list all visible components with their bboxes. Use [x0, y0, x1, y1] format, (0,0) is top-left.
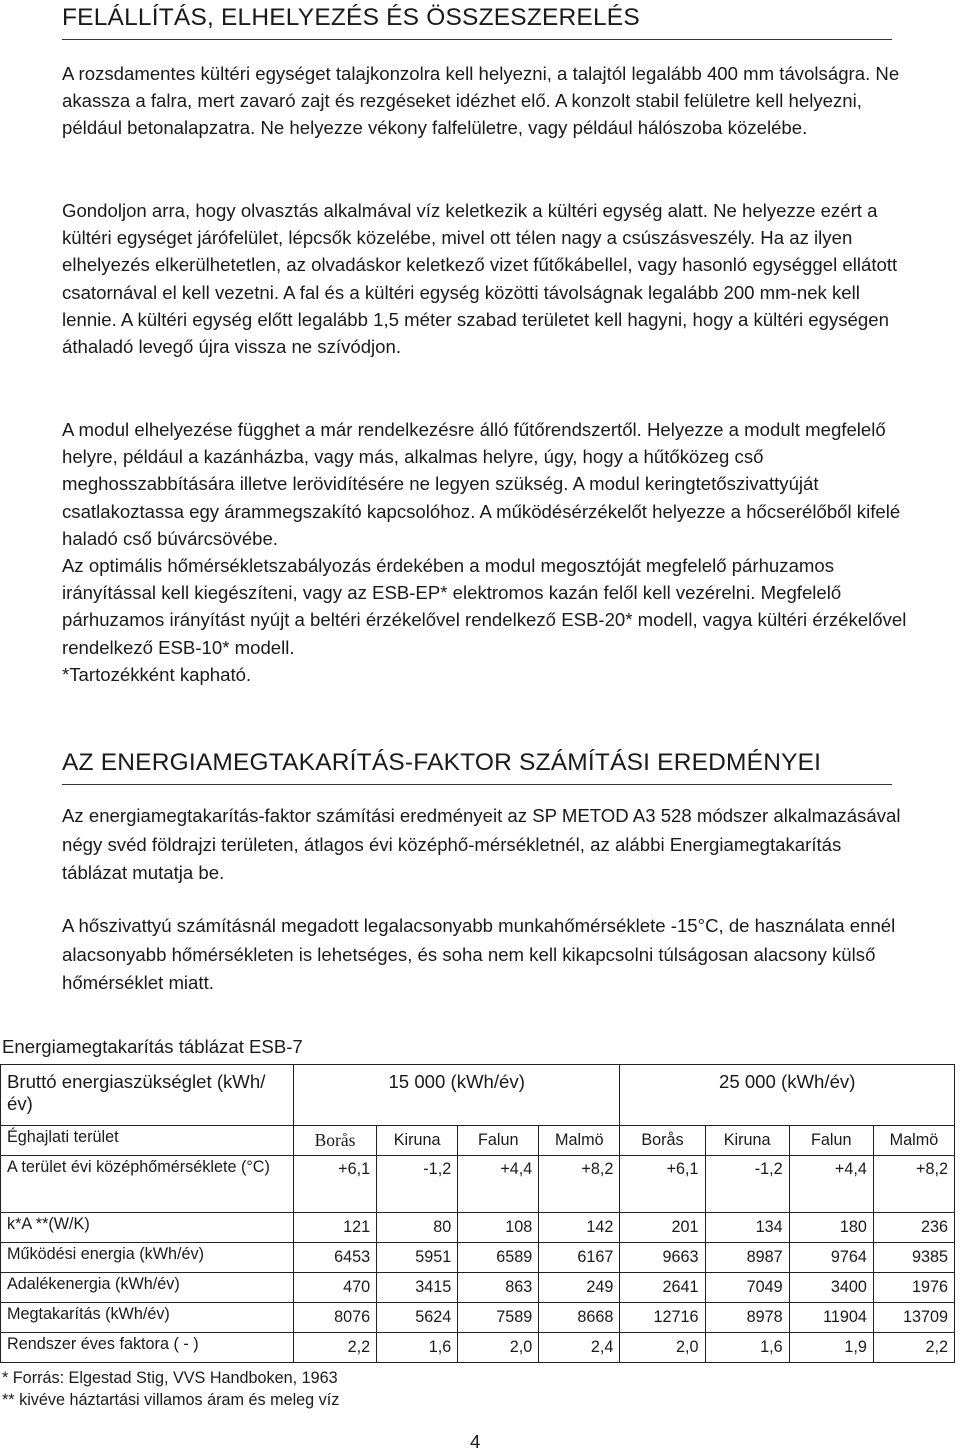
- table-cell: 249: [539, 1273, 620, 1303]
- table-cell: 5624: [377, 1303, 458, 1333]
- paragraph-text: Gondoljon arra, hogy olvasztás alkalmával víz keletkezik a kültéri egység alatt. Ne helyezze ezért a kültéri egységet járófelület, lépcsők közelébe, mivel ott télen nagy a csúszásveszély. Ha az ilyen elhelyezés elkerülhetetlen, az olvadáskor keletkező vizet fűtőkábellel, vagy hasonló egységgel ellátott csatornával el kell vezetni. A fal és a kültéri egység közötti távolságnak legalább 200 mm-nek kell lennie. A kültéri egység előtt legalább 1,5 méter szabad területet kell hagyni, hogy a kültéri egységen áthaladó levegő újra vissza ne szívódjon.: [62, 200, 898, 358]
- table-cell: 9764: [789, 1243, 873, 1273]
- table-row-regions: [1, 1126, 955, 1156]
- table-cell: 142: [539, 1213, 620, 1243]
- table-cell: 2,2: [293, 1333, 376, 1363]
- table-row-label: Éghajlati terület: [1, 1126, 294, 1156]
- table-row-label: Megtakarítás (kWh/év): [1, 1303, 294, 1333]
- table-cell: 8668: [539, 1303, 620, 1333]
- table-cell: 1,6: [377, 1333, 458, 1363]
- table-cell: +8,2: [539, 1156, 620, 1213]
- table-cell: Borås: [293, 1126, 376, 1156]
- footnote-exclusion: ** kivéve háztartási villamos áram és meleg víz: [2, 1391, 340, 1409]
- paragraph-placement: [62, 60, 907, 142]
- table-row-label: Működési energia (kWh/év): [1, 1243, 294, 1273]
- table-cell: 3415: [377, 1273, 458, 1303]
- table-row-label: k*A **(W/K): [1, 1213, 294, 1243]
- table-cell: 863: [458, 1273, 539, 1303]
- paragraph-text: A rozsdamentes kültéri egységet talajkonzolra kell helyezni, a talajtól legalább 400 mm távolságra. Ne akassza a falra, mert zavaró zajt és rezgéseket idézhet elő. A konzolt stabil felületre kell helyezni, például betonalapzatra. Ne helyezze vékony falfelületre, vagy például hálószoba közelébe.: [62, 63, 900, 139]
- table-cell: 8978: [705, 1303, 789, 1333]
- table-cell: 2,0: [620, 1333, 705, 1363]
- table-cell: 236: [873, 1213, 954, 1243]
- table-cell: +8,2: [873, 1156, 954, 1213]
- table-cell: 80: [377, 1213, 458, 1243]
- table-row-label: Rendszer éves faktora ( - ): [1, 1333, 294, 1363]
- footnotes: [2, 1367, 339, 1411]
- table-cell: +6,1: [620, 1156, 705, 1213]
- table-cell: 9385: [873, 1243, 954, 1273]
- table-row: [1, 1156, 955, 1213]
- table-cell: -1,2: [705, 1156, 789, 1213]
- paragraph-text: Az optimális hőmérsékletszabályozás érdekében a modul megosztóját megfelelő párhuzamos irányítással kell kiegészíteni, vagy az ESB-EP* elektromos kazán felől kell vezérelni. Megfelelő párhuzamos irányítást nyújt a beltéri érzékelővel rendelkező ESB-20* modell, vagya kültéri érzékelővel rendelkező ESB-10* modell.: [62, 555, 907, 658]
- table-row: [1, 1303, 955, 1333]
- table-row-label: A terület évi középhőmérséklete (°C): [1, 1156, 294, 1213]
- table-row: [1, 1243, 955, 1273]
- table-row: [1, 1333, 955, 1363]
- table-cell: 1976: [873, 1273, 954, 1303]
- table-cell: Malmö: [873, 1126, 954, 1156]
- table-cell: 121: [293, 1213, 376, 1243]
- table-cell: 1,9: [789, 1333, 873, 1363]
- table-cell: Falun: [789, 1126, 873, 1156]
- table-cell: +4,4: [789, 1156, 873, 1213]
- table-cell: 13709: [873, 1303, 954, 1333]
- table-cell: 7049: [705, 1273, 789, 1303]
- paragraph-min-temperature: [62, 912, 907, 998]
- paragraph-text: A modul elhelyezése függhet a már rendelkezésre álló fűtőrendszertől. Helyezze a modult megfelelő helyre, például a kazánházba, vagy más, alkalmas helyre, úgy, hogy a hűtőközeg cső meghosszabbítására illetve lerövidítésére ne legyen szükség. A modul keringtetőszivattyúját csatlakoztassa egy árammegszakító kapcsolóhoz. A működésérzékelőt helyezze a hőcserélőből kifelé haladó cső búvárcsövébe.: [62, 419, 901, 549]
- table-cell: 2,4: [539, 1333, 620, 1363]
- table-cell: 7589: [458, 1303, 539, 1333]
- table-row: [1, 1213, 955, 1243]
- table-cell: 470: [293, 1273, 376, 1303]
- table-cell: 6453: [293, 1243, 376, 1273]
- table-cell: Borås: [620, 1126, 705, 1156]
- table-cell: 12716: [620, 1303, 705, 1333]
- table-group-header: 15 000 (kWh/év): [293, 1065, 619, 1126]
- section-divider: [62, 784, 892, 785]
- table-cell: 11904: [789, 1303, 873, 1333]
- section-title-energy-saving: AZ ENERGIAMEGTAKARÍTÁS-FAKTOR SZÁMÍTÁSI EREDMÉNYEI: [62, 749, 822, 776]
- table-cell: 2,2: [873, 1333, 954, 1363]
- footnote-source: * Forrás: Elgestad Stig, VVS Handboken, 1963: [2, 1369, 338, 1387]
- table-cell: +4,4: [458, 1156, 539, 1213]
- table-cell: 9663: [620, 1243, 705, 1273]
- table-cell: 108: [458, 1213, 539, 1243]
- paragraph-text: A hőszivattyú számításnál megadott legalacsonyabb munkahőmérséklete -15°C, de használata ennél alacsonyabb hőmérsékleten is lehetséges, és soha nem kell kikapcsolni túlságosan alacsony külső hőmérséklet miatt.: [62, 915, 896, 993]
- section-divider: [62, 39, 892, 40]
- table-cell: 201: [620, 1213, 705, 1243]
- table-cell: 6589: [458, 1243, 539, 1273]
- table-cell: 5951: [377, 1243, 458, 1273]
- table-cell: Kiruna: [377, 1126, 458, 1156]
- section-title-installation: FELÁLLÍTÁS, ELHELYEZÉS ÉS ÖSSZESZERELÉS: [62, 4, 640, 31]
- table-cell: Kiruna: [705, 1126, 789, 1156]
- table-caption: Energiamegtakarítás táblázat ESB-7: [2, 1036, 303, 1057]
- table-row-label: Adalékenergia (kWh/év): [1, 1273, 294, 1303]
- table-row: [1, 1273, 955, 1303]
- table-cell: 134: [705, 1213, 789, 1243]
- table-cell: Falun: [458, 1126, 539, 1156]
- table-header-row: [1, 1065, 955, 1126]
- paragraph-text: *Tartozékként kapható.: [62, 663, 252, 685]
- table-cell: +6,1: [293, 1156, 376, 1213]
- paragraph-energy-intro: [62, 802, 907, 888]
- energy-saving-table: [0, 1064, 955, 1363]
- table-cell: 8076: [293, 1303, 376, 1333]
- table-cell: 8987: [705, 1243, 789, 1273]
- page-number: 4: [470, 1431, 481, 1452]
- table-cell: 2641: [620, 1273, 705, 1303]
- table-cell: 6167: [539, 1243, 620, 1273]
- paragraph-text: Az energiamegtakarítás-faktor számítási eredményeit az SP METOD A3 528 módszer alkalmazásával négy svéd földrajzi területen, átlagos évi középhő-mérsékletnél, az alábbi Energiamegtakarítás táblázat mutatja be.: [62, 805, 901, 883]
- table-cell: -1,2: [377, 1156, 458, 1213]
- table-cell: 180: [789, 1213, 873, 1243]
- table-cell: 3400: [789, 1273, 873, 1303]
- paragraph-module-placement: [62, 416, 907, 688]
- table-group-header: 25 000 (kWh/év): [620, 1065, 955, 1126]
- table-cell: 1,6: [705, 1333, 789, 1363]
- paragraph-melting-water: [62, 197, 907, 360]
- table-header-label: Bruttó energiaszükséglet (kWh/év): [1, 1065, 294, 1126]
- table-cell: 2,0: [458, 1333, 539, 1363]
- table-cell: Malmö: [539, 1126, 620, 1156]
